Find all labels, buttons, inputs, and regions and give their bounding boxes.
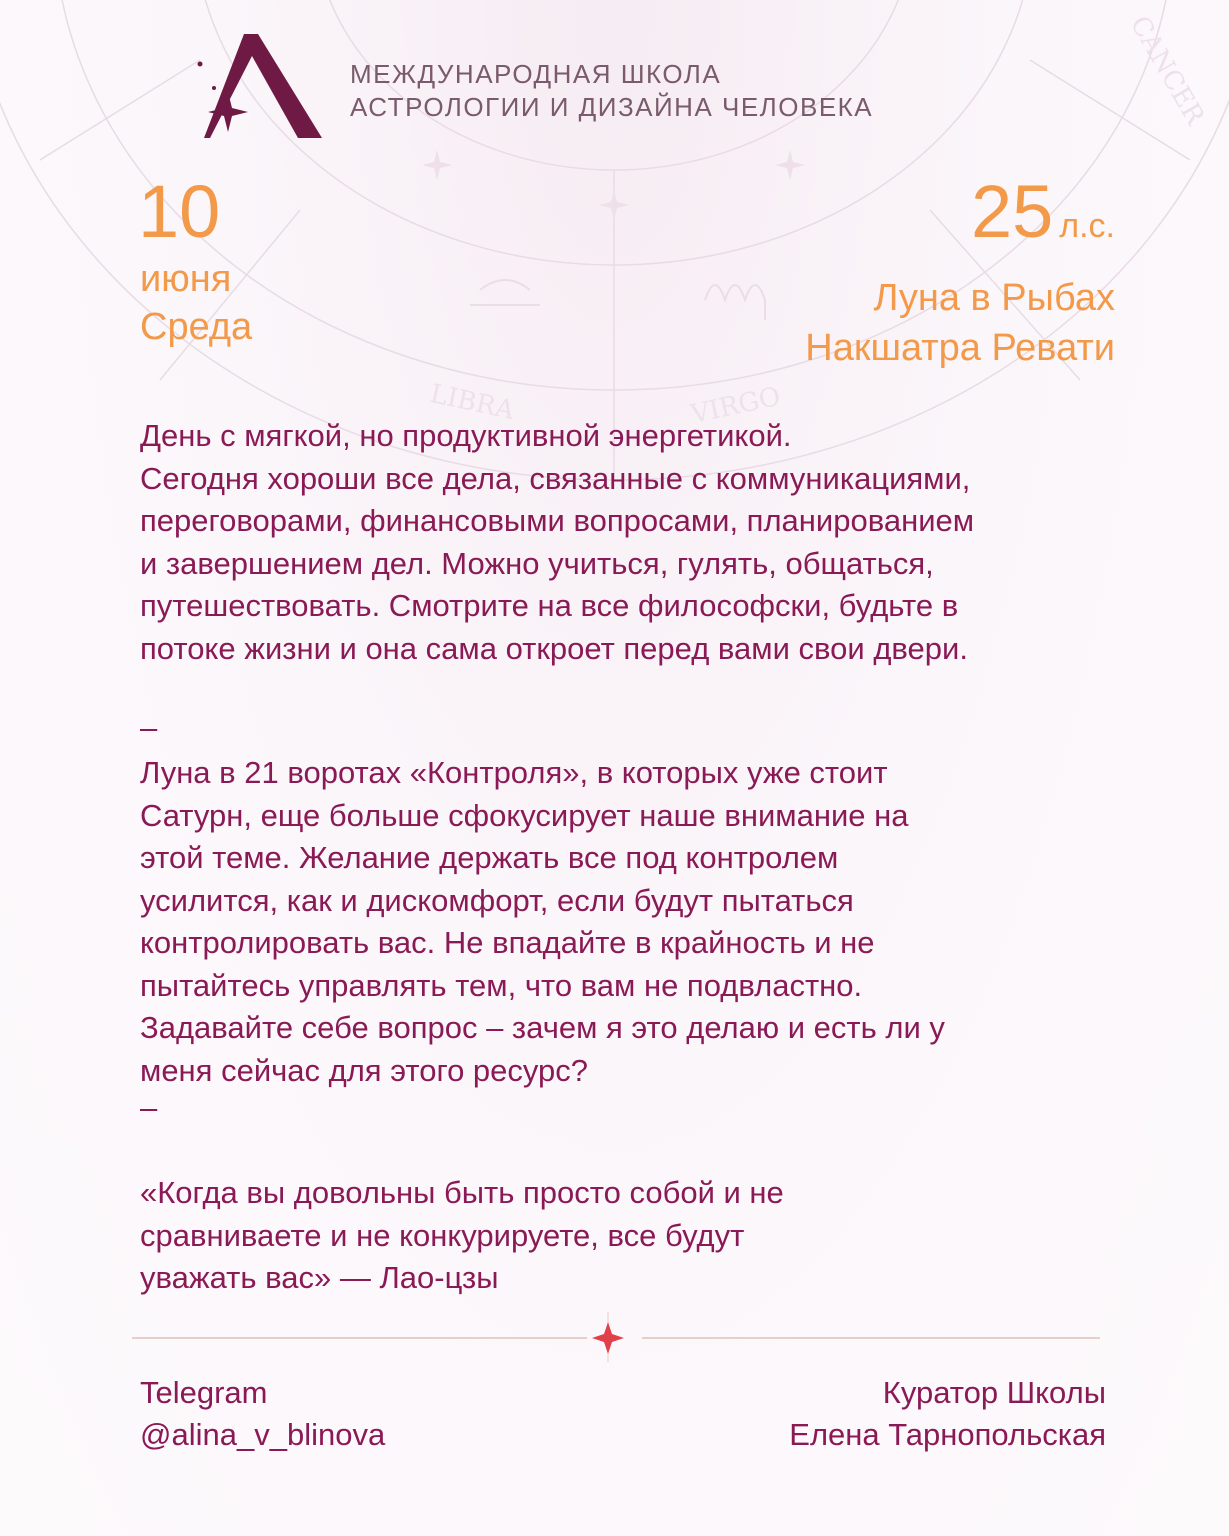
paragraph-line: и завершением дел. Можно учиться, гулять, общаться, bbox=[140, 545, 934, 581]
school-name-line2: АСТРОЛОГИИ И ДИЗАЙНА ЧЕЛОВЕКА bbox=[350, 92, 874, 122]
separator-dash: – bbox=[140, 1090, 158, 1125]
faint-star-icon bbox=[422, 150, 452, 180]
moon-info bbox=[805, 172, 1115, 373]
paragraph-line: Луна в 21 воротах «Контроля», в которых уже стоит bbox=[140, 755, 888, 790]
school-name-line1: МЕЖДУНАРОДНАЯ ШКОЛА bbox=[350, 59, 722, 89]
paragraph-line: контролировать вас. Не впадайте в крайность и не bbox=[140, 925, 875, 960]
telegram-contact bbox=[140, 1372, 385, 1456]
curator-name: Елена Тарнопольская bbox=[789, 1417, 1106, 1452]
curator-title: Куратор Школы bbox=[882, 1375, 1106, 1410]
quote-line: уважать вас» — Лао-цзы bbox=[140, 1260, 499, 1295]
paragraph-line: Сегодня хороши все дела, связанные с коммуникациями, bbox=[140, 460, 971, 496]
zodiac-label-libra: LIBRA bbox=[427, 378, 517, 426]
paragraph-line: переговорами, финансовыми вопросами, планированием bbox=[140, 503, 975, 538]
paragraph-line: этой теме. Желание держать все под контролем bbox=[140, 840, 839, 875]
telegram-handle[interactable]: @alina_v_blinova bbox=[140, 1417, 386, 1452]
faint-star-icon bbox=[599, 190, 629, 220]
telegram-label: Telegram bbox=[140, 1375, 268, 1410]
libra-glyph-icon bbox=[480, 280, 530, 290]
date-weekday: Среда bbox=[140, 306, 253, 348]
human-design-paragraph bbox=[140, 752, 1140, 1092]
curator-info bbox=[789, 1372, 1106, 1456]
lunar-day-number: 25 bbox=[970, 170, 1054, 253]
footer-divider bbox=[132, 1312, 1100, 1362]
sparkle-star-icon bbox=[592, 1322, 624, 1354]
virgo-glyph-icon bbox=[705, 285, 765, 320]
paragraph-line: День с мягкой, но продуктивной энергетикой. bbox=[140, 418, 792, 453]
quote-line: сравниваете и не конкурируете, все будут bbox=[140, 1217, 745, 1253]
faint-star-icon bbox=[775, 150, 805, 180]
school-name bbox=[350, 58, 873, 124]
forecast-paragraph bbox=[140, 415, 1140, 670]
date-month: июня bbox=[140, 258, 232, 300]
letter-a-star-logo bbox=[180, 34, 325, 146]
separator-dash: – bbox=[140, 710, 158, 745]
paragraph-line: потоке жизни и она сама откроет перед вами свои двери. bbox=[140, 630, 968, 666]
zodiac-label-cancer: CANCER bbox=[1123, 11, 1210, 130]
zodiac-label-virgo: VIRGO bbox=[688, 381, 784, 430]
paragraph-line: меня сейчас для этого ресурс? bbox=[140, 1052, 589, 1088]
quote-line: «Когда вы довольны быть просто собой и не bbox=[140, 1175, 784, 1210]
moon-sign: Луна в Рыбах bbox=[873, 277, 1115, 319]
paragraph-line: Задавайте себе вопрос – зачем я это делаю и есть ли у bbox=[140, 1010, 945, 1045]
date-day: 10 bbox=[138, 170, 221, 253]
lunar-day-unit: л.с. bbox=[1059, 207, 1115, 245]
paragraph-line: Сатурн, еще больше сфокусирует наше внимание на bbox=[140, 797, 909, 833]
nakshatra: Накшатра Ревати bbox=[805, 327, 1115, 369]
paragraph-line: усилится, как и дискомфорт, если будут пытаться bbox=[140, 882, 854, 918]
paragraph-line: путешествовать. Смотрите на все философски, будьте в bbox=[140, 588, 959, 623]
paragraph-line: пытайтесь управлять тем, что вам не подвластно. bbox=[140, 967, 863, 1003]
quote bbox=[140, 1172, 1140, 1300]
